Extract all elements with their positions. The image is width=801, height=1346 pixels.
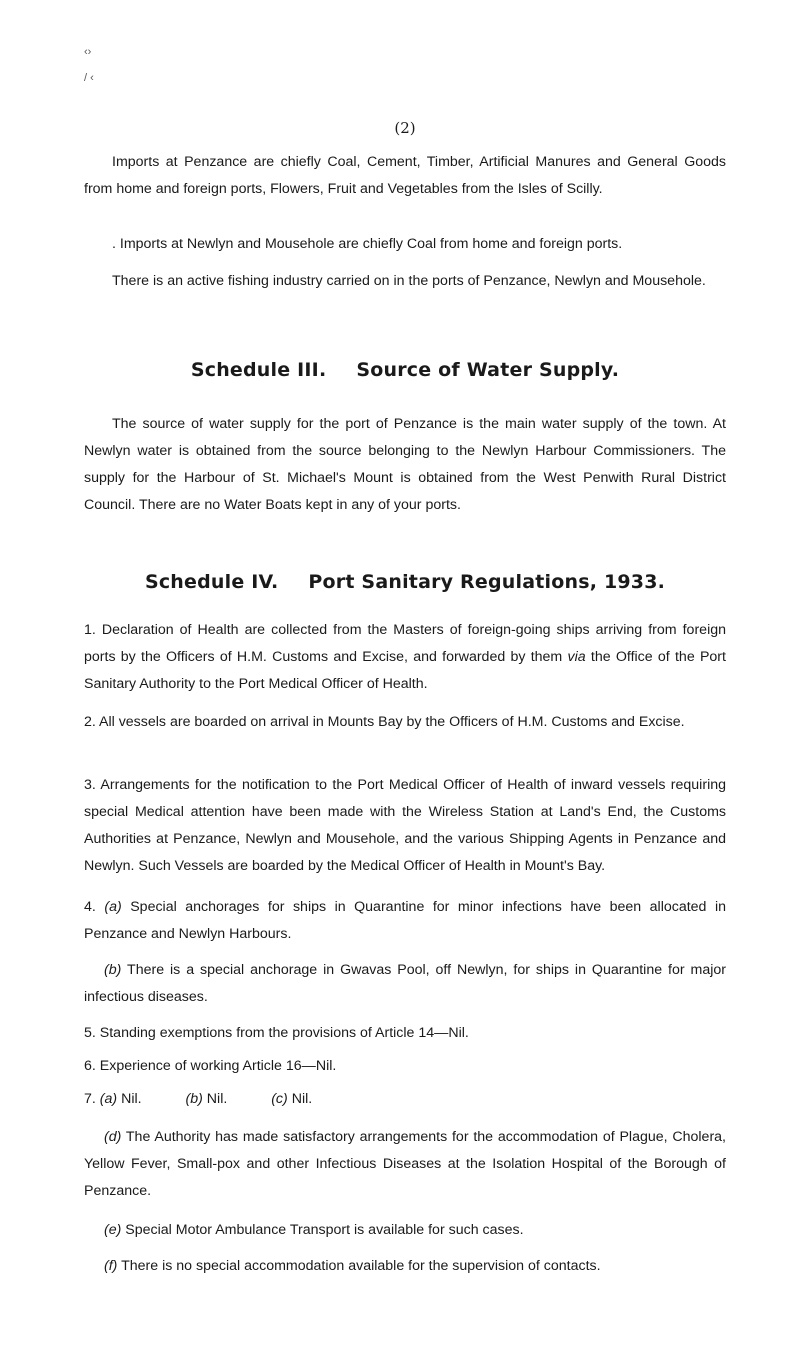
item-label: (f) (104, 1258, 118, 1274)
item-text: 6. Experience of working Article 16—Nil. (84, 1058, 337, 1074)
imports-paragraph: There is an active fishing industry carried on in the ports of Penzance, Newlyn and Mousehole. (112, 273, 706, 289)
regulation-item-4b (84, 957, 726, 1011)
margin-mark: ‹› (84, 46, 92, 58)
item-text: There is no special accommodation available for the supervision of contacts. (121, 1258, 601, 1274)
regulation-item-1 (84, 617, 726, 698)
schedule-3-body (84, 411, 726, 519)
schedule-title: Source of Water Supply. (356, 359, 620, 381)
schedule-label: Schedule IV. (144, 571, 279, 593)
regulation-item-7e (84, 1217, 726, 1244)
regulation-item-7d (84, 1124, 726, 1205)
item-text: Nil. (291, 1091, 313, 1107)
item-text: Nil. (121, 1091, 142, 1107)
item-label: (a) (99, 1091, 118, 1107)
regulation-item-5 (84, 1020, 726, 1047)
imports-paragraph: Imports at Penzance are chiefly Coal, Cement, Timber, Artificial Manures and General Goods from home and foreign ports, Flowers, Fruit and Vegetables from the Isles of Scilly. (84, 154, 726, 197)
page-number: (2) (394, 119, 416, 137)
schedule-label: Schedule III. (190, 359, 327, 381)
item-number: 7. (84, 1091, 96, 1107)
regulation-item-7 (84, 1086, 726, 1113)
item-label: (a) (104, 899, 122, 915)
water-supply-paragraph: The source of water supply for the port of Penzance is the main water supply of the town. At Newlyn water is obtained from the source belonging to the Newlyn Harbour Commissioners. The supply for the Harbour of St. Michael's Mount is obtained from the West Penwith Rural District Council. There are no Water Boats kept in any of your ports. (84, 416, 726, 513)
imports-section (84, 231, 726, 258)
imports-section (84, 268, 726, 295)
item-text: 2. All vessels are boarded on arrival in Mounts Bay by the Officers of H.M. Customs and Excise. (84, 714, 685, 730)
item-label: (b) (104, 962, 122, 978)
item-text: Special anchorages for ships in Quarantine for minor infections have been allocated in Penzance and Newlyn Harbours. (84, 899, 726, 942)
margin-mark: / ‹ (84, 72, 94, 84)
item-label: (b) (185, 1091, 203, 1107)
item-text: The Authority has made satisfactory arrangements for the accommodation of Plague, Cholera, Yellow Fever, Small-pox and other Infectious Diseases at the Isolation Hospital of the Borough of Penzance. (84, 1129, 726, 1199)
item-number: 4. (84, 899, 96, 915)
item-text: the Office of the Port Sanitary Authority to the Port Medical Officer of Health. (84, 649, 726, 692)
item-text: There is a special anchorage in Gwavas Pool, off Newlyn, for ships in Quarantine for major infectious diseases. (84, 962, 727, 1005)
regulation-item-3 (84, 772, 726, 880)
item-label: (e) (104, 1222, 122, 1238)
regulation-item-7f (84, 1253, 726, 1280)
item-label: (d) (104, 1129, 122, 1145)
schedule-3-heading (84, 357, 726, 384)
regulation-item-4a (84, 894, 726, 948)
schedule-4-heading (84, 569, 726, 596)
schedule-title: Port Sanitary Regulations, 1933. (308, 571, 666, 593)
imports-section (84, 149, 726, 203)
item-text: Special Motor Ambulance Transport is available for such cases. (125, 1222, 524, 1238)
item-italic: via (567, 649, 586, 665)
regulation-item-2 (84, 709, 726, 736)
item-label: (c) (271, 1091, 288, 1107)
imports-paragraph: . Imports at Newlyn and Mousehole are chiefly Coal from home and foreign ports. (112, 236, 623, 252)
item-text: 3. Arrangements for the notification to the Port Medical Officer of Health of inward vessels requiring special Medical attention have been made with the Wireless Station at Land's End, the Customs Authorities at Penzance, Newlyn and Mousehole, and the various Shipping Agents in Penzance and Newlyn. Such Vessels are boarded by the Medical Officer of Health in Mount's Bay. (84, 777, 726, 874)
item-text: Nil. (206, 1091, 228, 1107)
item-text: 5. Standing exemptions from the provisions of Article 14—Nil. (84, 1025, 469, 1041)
regulation-item-6 (84, 1053, 726, 1080)
item-text: 1. Declaration of Health are collected from the Masters of foreign-going ships arriving from foreign ports by the Officers of H.M. Customs and Excise, and forwarded by them (84, 622, 726, 665)
